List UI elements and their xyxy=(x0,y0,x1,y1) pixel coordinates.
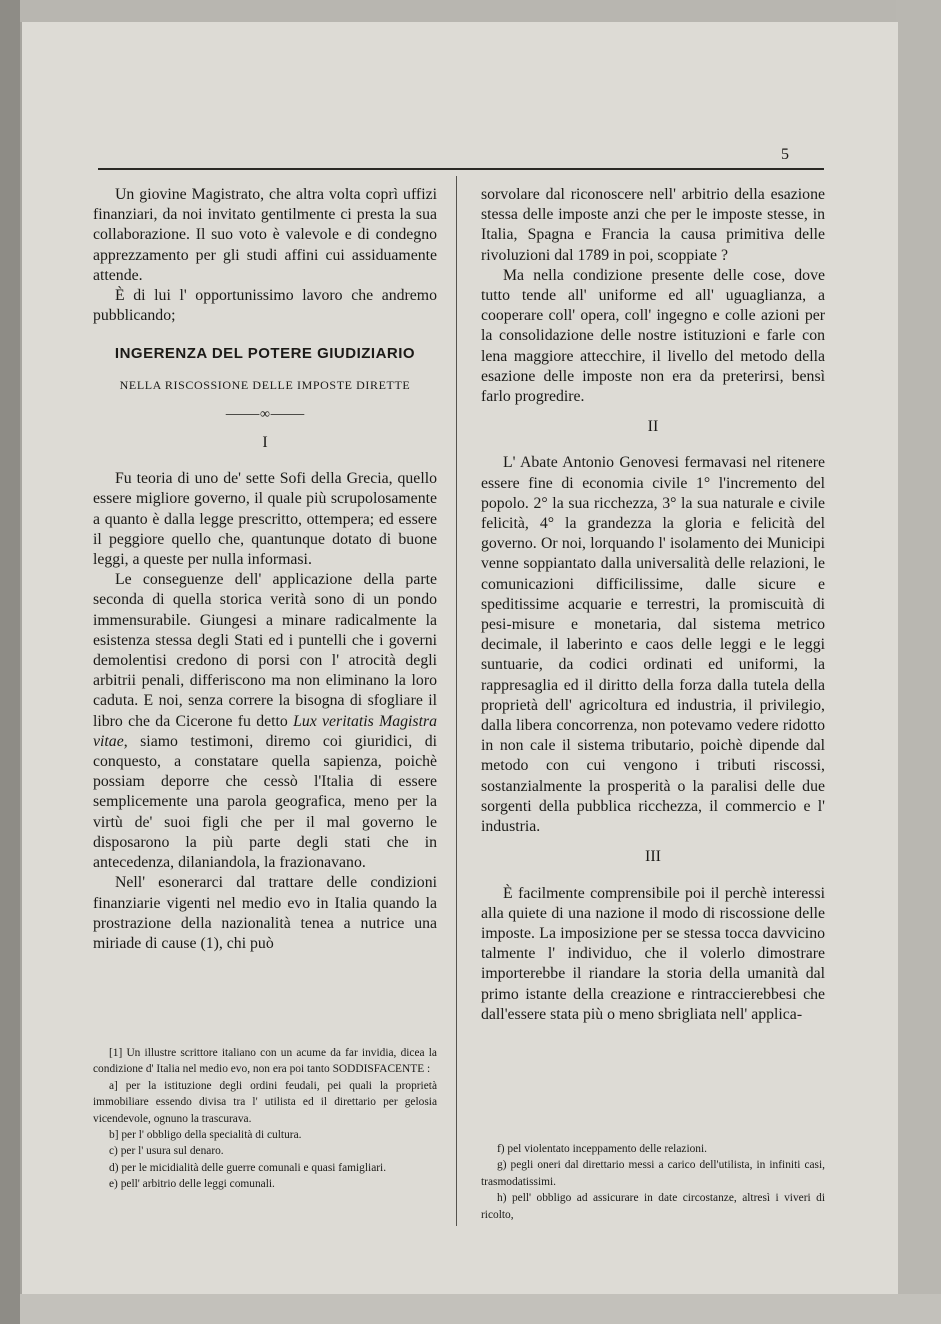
footnote: c) per l' usura sul denaro. xyxy=(109,1145,224,1158)
intro-paragraph: È di lui l' opportunissimo lavoro che andremo pubblicando; xyxy=(93,287,437,325)
article-title: INGERENZA DEL POTERE GIUDIZIARIO xyxy=(114,345,416,363)
section-number: I xyxy=(262,434,268,452)
section-number: II xyxy=(647,418,659,436)
body-paragraph: È facilmente comprensibile poi il perchè interessi alla quiete di una nazione il modo di riscossione delle imposte. La imposizione per se stessa tocca davvicino talmente l' individuo, che il volerlo dimostrare importerebbe il riandare la storia della umanità dal primo istante della creazione e rintraccierebbesi che dall'essere stata più o meno sbrigliata nell' applica- xyxy=(481,884,825,1023)
footnote: a] per la istituzione degli ordini feudali, pei quali la proprietà immobiliare essendo divisa tra l' utilista ed il direttario per gelosia vicendevole, ognuno la trascurava. xyxy=(93,1079,437,1125)
column-divider xyxy=(456,176,457,1226)
intro-paragraph: Un giovine Magistrato, che altra volta coprì uffizi finanziari, da noi invitato gentilmente ci presta la sua collaborazione. Il suo voto è valevole e di condegno apprezzamento per gli studi affini cui assiduamente attende. xyxy=(93,186,437,284)
footnote: f) pel violentato inceppamento delle relazioni. xyxy=(497,1143,708,1155)
body-paragraph: Nell' esonerarci dal trattare delle condizioni finanziarie vigenti nel medio evo in Italia quando la prostrazione della nazionalità tenea a nutrice una miriade di cause (1), chi può xyxy=(93,874,437,952)
body-paragraph xyxy=(93,570,437,873)
body-text: , siamo testimoni, diremo coi giuridici, di conquesto, a constatare quella sapienza, poichè possiam deporre che cessò l'Italia di essere semplicemente una parola geografica, meno per la virtù de' suoi figli che per il mal governo le disposarono la più parte degli stati che in antecedenza, dilaniandola, la frazionavano. xyxy=(93,732,437,872)
section-number: III xyxy=(645,848,661,866)
body-text: Le conseguenze dell' applicazione della parte seconda di quella storica verità sono di un pondo immensurabile. Giungesi a minare radicalmente la esistenza stessa degli Stati ed i puntelli che i governi demolentisi credono di porsi con l' atrocità degli arbitrii penali, differiscono ma non eliminano la loro caduta. E noi, senza correre la bisogna di sfogliare il libro che da Cicerone fu detto xyxy=(93,571,437,730)
footnote: [1] Un illustre scrittore italiano con un acume da far invidia, dicea la condizione d' Italia nel medio evo, non era poi tanto SODDISFACENTE : xyxy=(93,1047,437,1076)
left-column xyxy=(93,185,437,954)
header-rule xyxy=(98,168,824,170)
footnote: g) pegli oneri dal direttario messi a carico dell'utilista, in infiniti casi, trasmodatissimi. xyxy=(481,1159,825,1188)
body-paragraph: L' Abate Antonio Genovesi fermavasi nel ritenere essere fine di economia civile 1° l'incremento del popolo. 2° la sua ricchezza, 3° la sua naturale e civile felicità, 4° la grandezza la gloria e felicità del governo. Or noi, lorquando l' isolamento dei Municipi venne soppiantato dalla universalità delle relazioni, le comunicazioni difficilissime, dalle sicure e speditissime acquarie e terrestri, la promiscuità di pesi-misure e monetaria, dal sistema metrico decimale, il laberinto e caos delle leggi e le leggi suntuarie, da codici ordinati ed uniformi, la rappresaglia ed il diritto della forza dalla tutela della proprietà dell' agricoltura ed industria, il privilegio, dalla libera concorrenza, non potevamo vedere ridotto in non cale il sistema tributario, poichè dipende dal metodo con cui vengono i tributi riscossi, sostanzialmente la prosperità o la paralisi delle due sorgenti della pubblica ricchezza, il commercio e l' industria. xyxy=(481,454,825,836)
article-subtitle: NELLA RISCOSSIONE DELLE IMPOSTE DIRETTE xyxy=(119,377,411,392)
scan-right-margin xyxy=(896,0,941,1324)
footnote: e) pell' arbitrio delle leggi comunali. xyxy=(109,1178,275,1191)
footnotes-right xyxy=(481,1141,825,1223)
footnotes-left xyxy=(93,1045,437,1193)
right-column xyxy=(481,185,825,1025)
latin-quote: Lux veritatis Magistra vitae xyxy=(93,712,437,750)
scan-top-margin xyxy=(20,0,941,22)
body-paragraph: Fu teoria di uno de' sette Sofi della Grecia, quello essere migliore governo, il quale più scrupolosamente a quanto è dalla legge prescritto, ottempera; ed essere il peggiore quello che, quantunque dotato di buone leggi, a queste per nulla informasi. xyxy=(93,470,437,569)
ornament-divider: ⸻∞⸻ xyxy=(225,406,305,422)
page-number: 5 xyxy=(781,146,789,163)
footnote: h) pell' obbligo ad assicurare in date circostanze, altresì i viveri di ricolto, xyxy=(481,1192,825,1221)
scan-shadow-edge xyxy=(0,0,20,1324)
footnote: b] per l' obbligo della specialità di cultura. xyxy=(109,1129,302,1142)
footnote: d) per le micidialità delle guerre comunali e quasi famigliari. xyxy=(109,1161,387,1174)
body-paragraph: Ma nella condizione presente delle cose, dove tutto tende all' uniforme ed all' uguaglianza, a cooperare coll' opera, coll' ingegno e colle azioni per la consolidazione delle nostre istituzioni e farle con lena maggiore attecchire, il livello del metodo della esazione delle imposte non era da preterirsi, bensì farlo progredire. xyxy=(481,266,825,406)
body-paragraph: sorvolare dal riconoscere nell' arbitrio della esazione stessa delle imposte anzi che per le imposte stesse, in Italia, Spagna e Francia la causa primitiva delle rivoluzioni dal 1789 in poi, scoppiate ? xyxy=(481,186,825,264)
scan-bottom-margin xyxy=(20,1294,941,1324)
